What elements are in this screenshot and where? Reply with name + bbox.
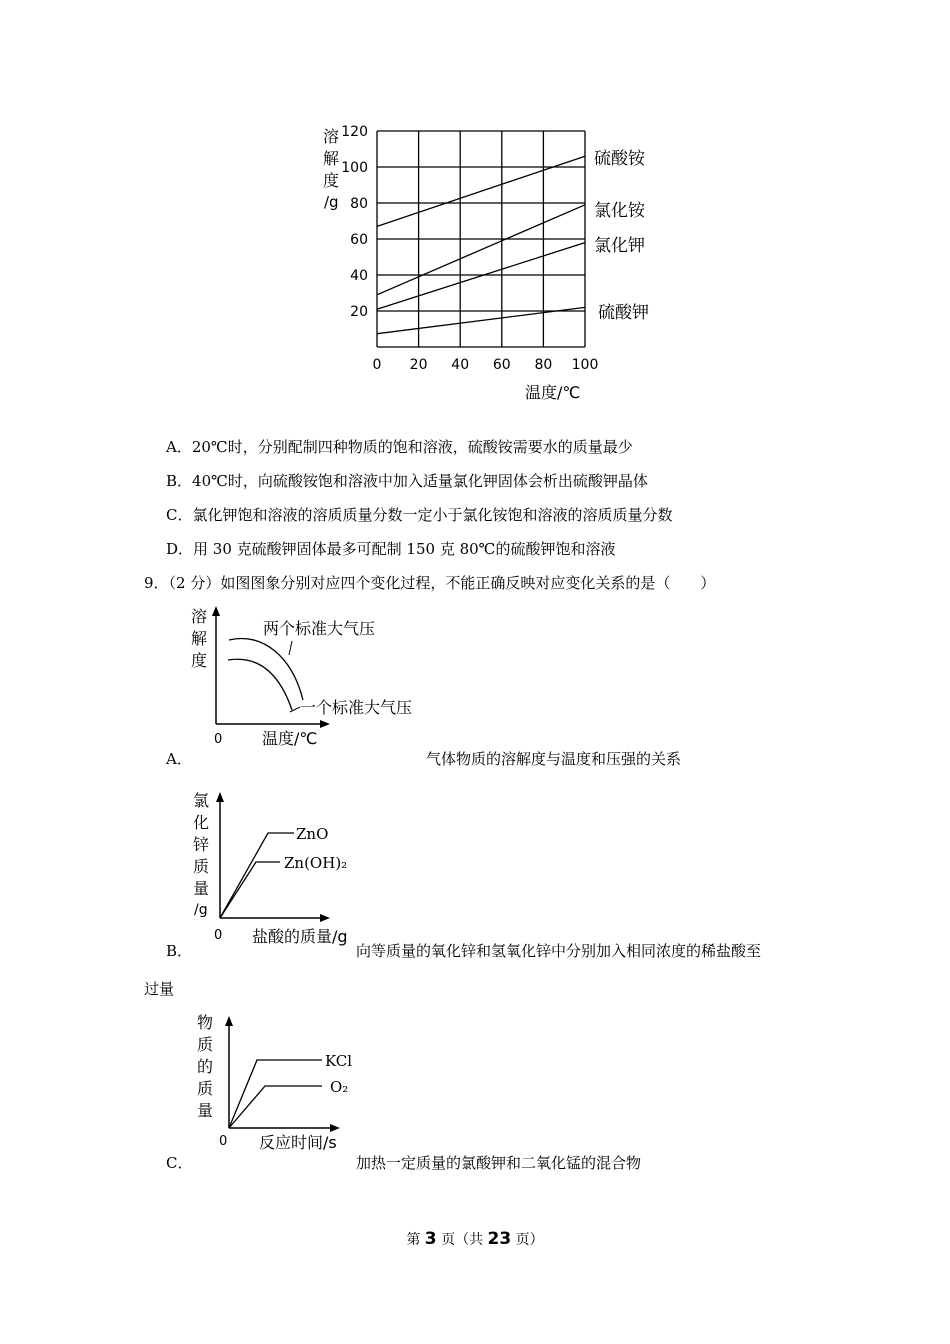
option-letter: C． xyxy=(166,506,193,524)
svg-text:Zn(OH)₂: Zn(OH)₂ xyxy=(284,854,348,872)
footer-suffix: 页） xyxy=(511,1232,544,1248)
svg-text:的: 的 xyxy=(197,1057,214,1076)
svg-text:ZnO: ZnO xyxy=(296,825,329,843)
svg-text:0: 0 xyxy=(214,732,223,747)
svg-text:物: 物 xyxy=(197,1013,214,1032)
svg-text:温度/℃: 温度/℃ xyxy=(262,729,318,748)
x-tick-label: 20 xyxy=(409,357,428,373)
q9-option-b-letter: B． xyxy=(166,942,193,960)
svg-text:质: 质 xyxy=(193,857,210,876)
y-tick-label: 20 xyxy=(350,304,368,320)
svg-text:反应时间/s: 反应时间/s xyxy=(259,1133,337,1152)
svg-text:0: 0 xyxy=(214,928,223,943)
svg-text:0: 0 xyxy=(219,1134,228,1149)
option-text: 20℃时，分别配制四种物质的饱和溶液，硫酸铵需要水的质量最少 xyxy=(191,438,633,456)
svg-text:盐酸的质量/g: 盐酸的质量/g xyxy=(252,927,348,946)
svg-text:O₂: O₂ xyxy=(330,1078,349,1096)
y-tick-label: 100 xyxy=(341,160,368,176)
q9-option-b-caption: 向等质量的氧化锌和氢氧化锌中分别加入相同浓度的稀盐酸至 xyxy=(356,942,762,960)
x-tick-label: 100 xyxy=(571,357,599,373)
option-text: 氯化钾饱和溶液的溶质质量分数一定小于氯化铵饱和溶液的溶质质量分数 xyxy=(192,506,673,524)
q9-option-c-caption: 加热一定质量的氯酸钾和二氧化锰的混合物 xyxy=(356,1154,642,1172)
svg-text:两个标准大气压: 两个标准大气压 xyxy=(263,619,376,638)
q9-option-b-caption-cont: 过量 xyxy=(144,980,175,998)
svg-text:溶: 溶 xyxy=(323,127,340,146)
svg-text:氯: 氯 xyxy=(193,791,210,810)
page-total: 23 xyxy=(487,1229,512,1249)
svg-text:KCl: KCl xyxy=(325,1052,353,1070)
question-text: （2 分）如图图象分别对应四个变化过程，不能正确反映对应变化关系的是（ ） xyxy=(168,574,716,592)
line-o2 xyxy=(229,1086,322,1128)
option-letter: D． xyxy=(166,540,194,558)
footer-middle: 页（共 xyxy=(436,1232,488,1248)
svg-text:锌: 锌 xyxy=(193,835,210,854)
q9-option-c-letter: C． xyxy=(166,1154,193,1172)
x-tick-label: 0 xyxy=(372,357,382,373)
svg-text:溶: 溶 xyxy=(191,607,208,626)
svg-text:量: 量 xyxy=(197,1101,214,1120)
svg-text:质: 质 xyxy=(197,1035,214,1054)
series-label: 硫酸铵 xyxy=(594,149,645,169)
page-footer xyxy=(0,1229,950,1249)
footer-prefix: 第 xyxy=(406,1232,425,1248)
y-tick-label: 60 xyxy=(350,232,368,248)
question-number: 9． xyxy=(144,574,169,592)
svg-text:/g: /g xyxy=(324,193,339,211)
x-tick-label: 80 xyxy=(534,357,553,373)
x-axis-label: 温度/℃ xyxy=(525,383,581,402)
svg-text:质: 质 xyxy=(197,1079,214,1098)
option-letter: B． xyxy=(166,472,193,490)
line-kcl xyxy=(229,1060,322,1128)
y-tick-label: 40 xyxy=(350,268,368,284)
svg-text:一个标准大气压: 一个标准大气压 xyxy=(300,698,413,717)
svg-text:度: 度 xyxy=(323,171,340,190)
svg-text:量: 量 xyxy=(193,879,210,898)
option-letter: A． xyxy=(166,438,192,456)
x-tick-label: 40 xyxy=(451,357,470,373)
svg-text:/g: /g xyxy=(194,902,208,918)
x-tick-label: 60 xyxy=(492,357,511,373)
series-label: 氯化铵 xyxy=(594,201,645,221)
series-label: 硫酸钾 xyxy=(598,303,649,323)
svg-text:度: 度 xyxy=(191,651,208,670)
y-tick-label: 120 xyxy=(341,124,368,140)
option-text: 用 30 克硫酸钾固体最多可配制 150 克 80℃的硫酸钾饱和溶液 xyxy=(193,540,616,558)
q9-option-a-letter: A． xyxy=(166,750,192,768)
series-label: 氯化钾 xyxy=(594,236,645,256)
page-number: 3 xyxy=(424,1229,437,1249)
y-tick-label: 80 xyxy=(350,196,368,212)
option-text: 40℃时，向硫酸铵饱和溶液中加入适量氯化钾固体会析出硫酸钾晶体 xyxy=(192,472,648,490)
svg-text:解: 解 xyxy=(191,629,208,648)
svg-text:解: 解 xyxy=(323,149,340,168)
q9-option-a-caption: 气体物质的溶解度与温度和压强的关系 xyxy=(426,750,682,768)
svg-text:化: 化 xyxy=(193,813,210,832)
